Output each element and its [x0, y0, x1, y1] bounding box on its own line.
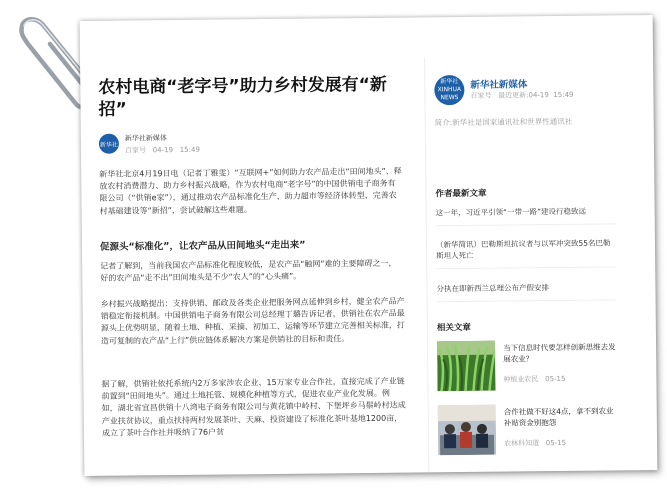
latest-article-item[interactable]: 这一年，习近平引领“一带一路”建设行稳致远 [436, 205, 616, 226]
avatar[interactable]: 新华社 [99, 134, 119, 154]
related-article-title[interactable]: 当下信息时代要怎样创新思维去发展农业？ [503, 342, 616, 364]
publisher-description: 简介:新华社是国家通讯社和世界性通讯社 [434, 116, 573, 128]
related-article-item[interactable] [438, 403, 639, 465]
publisher-card [434, 73, 635, 155]
article-paragraph-3: 乡村振兴战略提出：支持供销、邮政及各类企业把服务网点延伸到乡村，健全农产品产销稳定衔接机制。中国供销电子商务有限公司总经理丁璐告诉记者，供销社在农产品最源头上优势明显，随着土地、种植、采摘、初加工、运输等环节建立完善相关标准，打造可复制的农产品“上行”供应链体系解决方案是供销社的目标和责任。 [100, 296, 405, 346]
publisher-logo[interactable]: 新华社 XINHUA NEWS [434, 75, 464, 105]
related-articles-header: 相关文章 [436, 322, 471, 334]
related-article-date: 05-15 [545, 374, 566, 384]
related-article-source: 农林科知道 [504, 439, 540, 448]
latest-articles-header: 作者最新文章 [435, 188, 487, 200]
article-paragraph-4: 据了解，供销社依托系统内2万多家涉农企业、15万家专业合作社，直接完成了产业链前置到“田间地头”。通过土地托管、规模化种植等方式，促进农业产业化发展。例如，湖北省宜昌供销十八湾电子商务有限公司与黄花镇中岭村、下堡坪乡马鬃岭村达成产业扶贫协议，重点扶持两村发展茶叶、天麻、投资建设了标准化茶叶基地1200亩，成立了茶叶合作社并吸纳了76户贫 [101, 376, 406, 438]
article-paragraph-2: 记者了解到，当前我国农产品标准化程度较低，是农产品“触网”难的主要障碍之一，好的农产品“走不出”田间地头是不少“农人”的“心头痛”。 [100, 258, 397, 284]
author-name[interactable]: 新华社新媒体 [124, 134, 167, 143]
related-article-source: 种植业农民 [503, 375, 539, 384]
publisher-meta [470, 90, 573, 101]
publish-time: 15:49 [179, 145, 200, 154]
publisher-name[interactable]: 新华社新媒体 [470, 79, 528, 91]
article-subheading: 促源头“标准化”，让农产品从田间地头“走出来” [99, 239, 306, 253]
related-article-meta [504, 438, 566, 449]
related-article-date: 05-15 [545, 438, 567, 448]
article-paragraph-1: 新华社北京4月19日电（记者丁雅雯）“互联网+”如何助力农产品走出“田间地头”、释放农村消费潜力、助力乡村振兴战略，作为农村电商“老字号”的中国供销电子商务有限公司（“供销e家”），通过推动农产品标准化生产、助力超市等经济体转型、完善农村基础建设等“新招”，尝试破解这些难题。 [99, 166, 402, 216]
publish-date: 04-19 [152, 146, 174, 155]
author-meta [125, 145, 200, 156]
publisher-updated-time: 15:49 [553, 90, 574, 100]
latest-article-item[interactable]: 分执在即新西兰总理公布产假安排 [436, 281, 616, 302]
article-main [92, 18, 415, 476]
article-page [80, 15, 658, 476]
publisher-updated: 最近更新:04-19 [498, 91, 549, 100]
sidebar [430, 15, 655, 472]
related-article-title[interactable]: 合作社做不好这4点，拿不到农业补贴资金别抱怨 [503, 406, 614, 428]
related-article-item[interactable] [437, 339, 638, 401]
article-title: 农村电商“老字号”助力乡村发展有“新招” [98, 74, 387, 120]
related-article-meta [503, 374, 565, 385]
crop-field-thumbnail[interactable] [437, 341, 496, 392]
author-source: 百家号 [124, 146, 147, 155]
column-divider [424, 57, 429, 476]
latest-article-item[interactable]: （新华简讯）巴勒斯坦抗议者与以军冲突致55名巴勒斯坦人死亡 [436, 237, 616, 269]
meeting-photo-thumbnail[interactable] [438, 405, 497, 456]
publisher-source: 百家号 [470, 91, 492, 100]
